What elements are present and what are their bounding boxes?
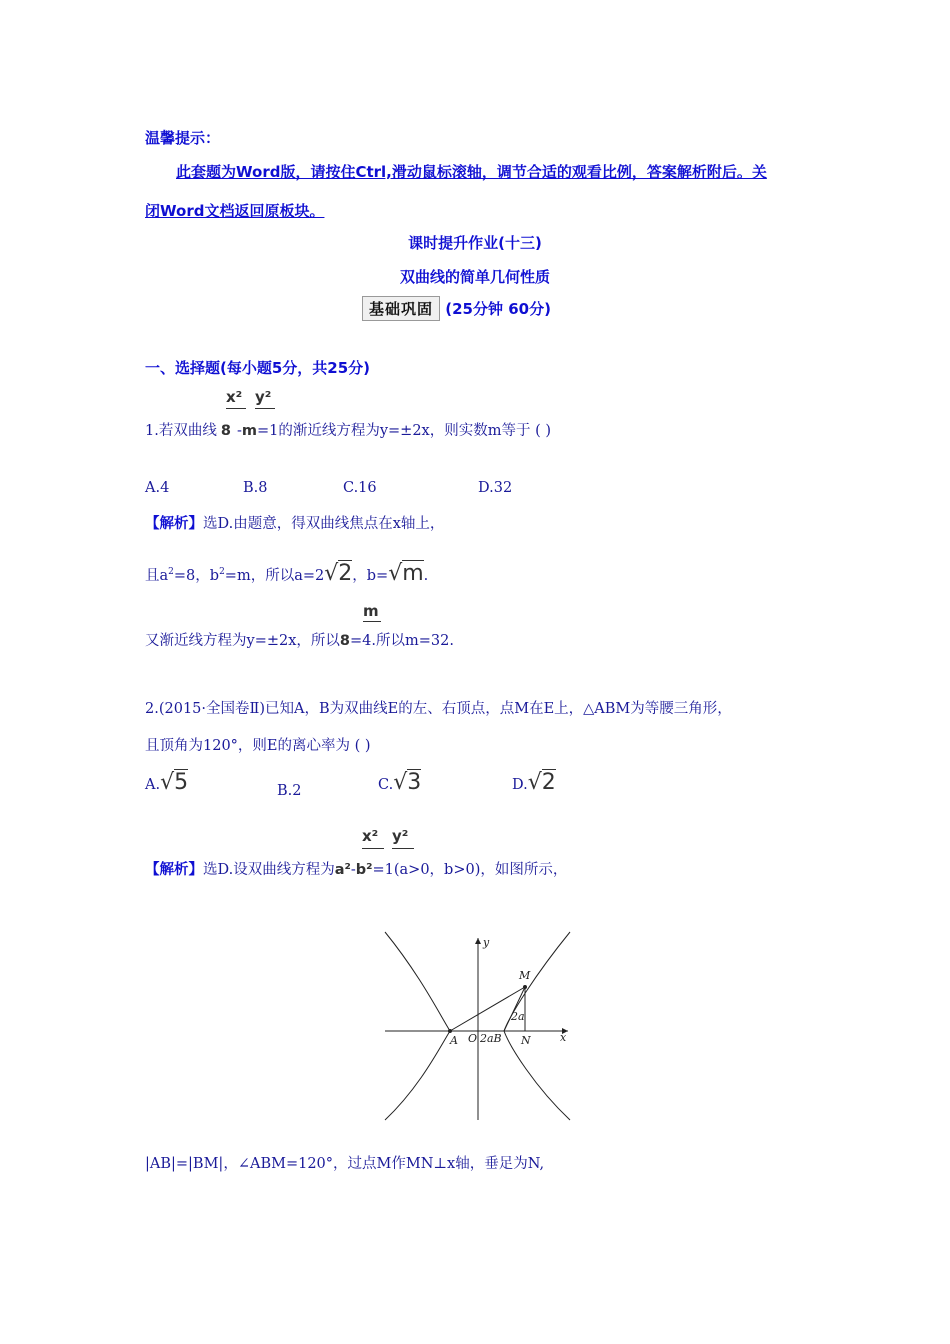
q1-frac3-den: 8: [339, 633, 350, 649]
q1-sqrt2-val: 2: [338, 561, 353, 586]
label-n: N: [521, 1034, 531, 1047]
q1-frac3-line: [363, 621, 381, 622]
sqrt-icon: √: [393, 770, 408, 795]
q2-opt-c-val: 3: [407, 770, 422, 795]
q1-a2-c: =m，所以a=2: [224, 568, 325, 584]
analysis-tag: 【解析】: [145, 861, 203, 878]
tip-line-1: 此套题为Word版，请按住Ctrl,滑动鼠标滚轴，调节合适的观看比例，答案解析附后。关: [176, 163, 767, 181]
label-2a: 2a: [511, 1010, 525, 1023]
q2-frac-x: x²: [362, 827, 379, 845]
q1-option-b: B.8: [243, 480, 268, 496]
sqrt-icon: √: [388, 561, 403, 586]
q1-sup-b: 2: [219, 567, 225, 578]
section-label: 一、选择题(每小题5分，共25分): [145, 359, 371, 377]
q2-analysis-a: 选D.设双曲线方程为: [203, 862, 335, 878]
q1-sqrtm-val: m: [402, 561, 424, 586]
q2-analysis: 【解析】选D.设双曲线方程为a²-b²=1(a>0，b>0)，如图所示，: [145, 861, 568, 878]
q1-prefix: 1.若双曲线: [145, 423, 217, 439]
q2-frac-b: b²: [355, 862, 373, 878]
point-a: [448, 1029, 452, 1033]
q1-sup-a: 2: [168, 567, 174, 578]
q2-frac-y: y²: [392, 827, 409, 845]
q1-stem: [145, 419, 551, 440]
q1-analysis-text1: 选D.由题意，得双曲线焦点在x轴上，: [203, 516, 445, 532]
q1-analysis-line1: [145, 512, 444, 533]
q2-analysis-b: =1(a>0，b>0)，如图所示，: [372, 862, 568, 878]
q1-option-d: D.32: [478, 480, 513, 496]
q2-option-a: [145, 770, 188, 795]
q2-opt-d-val: 2: [541, 770, 556, 795]
q1-analysis-line3: [145, 629, 454, 650]
q1-option-a: A.4: [145, 480, 170, 496]
hyperbola-figure: [380, 930, 580, 1122]
q1-a2-d: ，b=: [352, 568, 389, 584]
q2-opt-a-label: A.: [145, 777, 161, 793]
q2-opt-a-val: 5: [174, 770, 189, 795]
q1-a3-b: =4.所以m=32.: [350, 633, 454, 649]
point-m: [523, 985, 527, 989]
q2-opt-d-label: D.: [512, 777, 528, 793]
section-header: [362, 296, 551, 321]
q2-line1: 2.(2015·全国卷Ⅱ)已知A，B为双曲线E的左、右顶点，点M在E上，△ABM为等腰三角形，: [145, 701, 732, 717]
q2-frac-x-line: [362, 848, 384, 849]
q1-frac2-num: y²: [255, 388, 272, 406]
label-x: x: [560, 1031, 567, 1044]
q2-option-d: [512, 770, 556, 795]
tip-line-2: 闭Word文档返回原板块。: [145, 202, 325, 220]
q1-frac3-num: m: [363, 602, 379, 620]
q2-line2: 且顶角为120°，则E的离心率为 ( ): [145, 738, 371, 754]
q1-a2-e: .: [423, 568, 429, 584]
q1-frac2-line: [255, 408, 275, 409]
q2-option-c: [378, 770, 421, 795]
label-2a-b: 2aB: [480, 1032, 502, 1045]
q1-frac1-line: [226, 408, 246, 409]
sqrt-icon: √: [160, 770, 175, 795]
page-title: 课时提升作业(十三): [408, 234, 542, 252]
page-subtitle: 双曲线的简单几何性质: [399, 268, 550, 286]
q1-a2-a: 且a: [145, 568, 169, 584]
q1-suffix: =1的渐近线方程为y=±2x，则实数m等于 ( ): [256, 423, 552, 439]
q1-frac1-den: 8: [220, 423, 231, 439]
label-a: A: [450, 1034, 458, 1047]
q2-frac-y-line: [392, 848, 414, 849]
label-y: y: [483, 936, 490, 949]
sqrt-icon: √: [324, 561, 339, 586]
time-score: (25分钟 60分): [445, 300, 551, 318]
q1-frac2-den: m: [241, 423, 257, 439]
q1-option-c: C.16: [343, 480, 377, 496]
hyperbola-right-branch: [504, 932, 570, 1120]
label-m: M: [519, 969, 531, 982]
hyperbola-left-branch: [385, 932, 450, 1120]
y-axis-arrow: [475, 938, 481, 944]
q1-minus: -: [236, 423, 242, 439]
segment-am: [450, 987, 525, 1031]
analysis-tag: 【解析】: [145, 515, 203, 532]
tip-title: 温馨提示：: [145, 129, 221, 147]
q1-analysis-line2: [145, 561, 428, 586]
q2-option-b: B.2: [277, 783, 302, 799]
q2-frac-a: a²: [334, 862, 351, 878]
sqrt-icon: √: [527, 770, 542, 795]
q1-a2-b: =8，b: [173, 568, 220, 584]
q1-a3-a: 又渐近线方程为y=±2x，所以: [145, 633, 340, 649]
q2-opt-c-label: C.: [378, 777, 394, 793]
label-o: O: [468, 1032, 478, 1045]
q2-last-line: |AB|=|BM|，∠ABM=120°，过点M作MN⊥x轴，垂足为N,: [145, 1156, 545, 1172]
badge-basic: 基础巩固: [362, 296, 440, 321]
q1-frac1-num: x²: [226, 388, 243, 406]
